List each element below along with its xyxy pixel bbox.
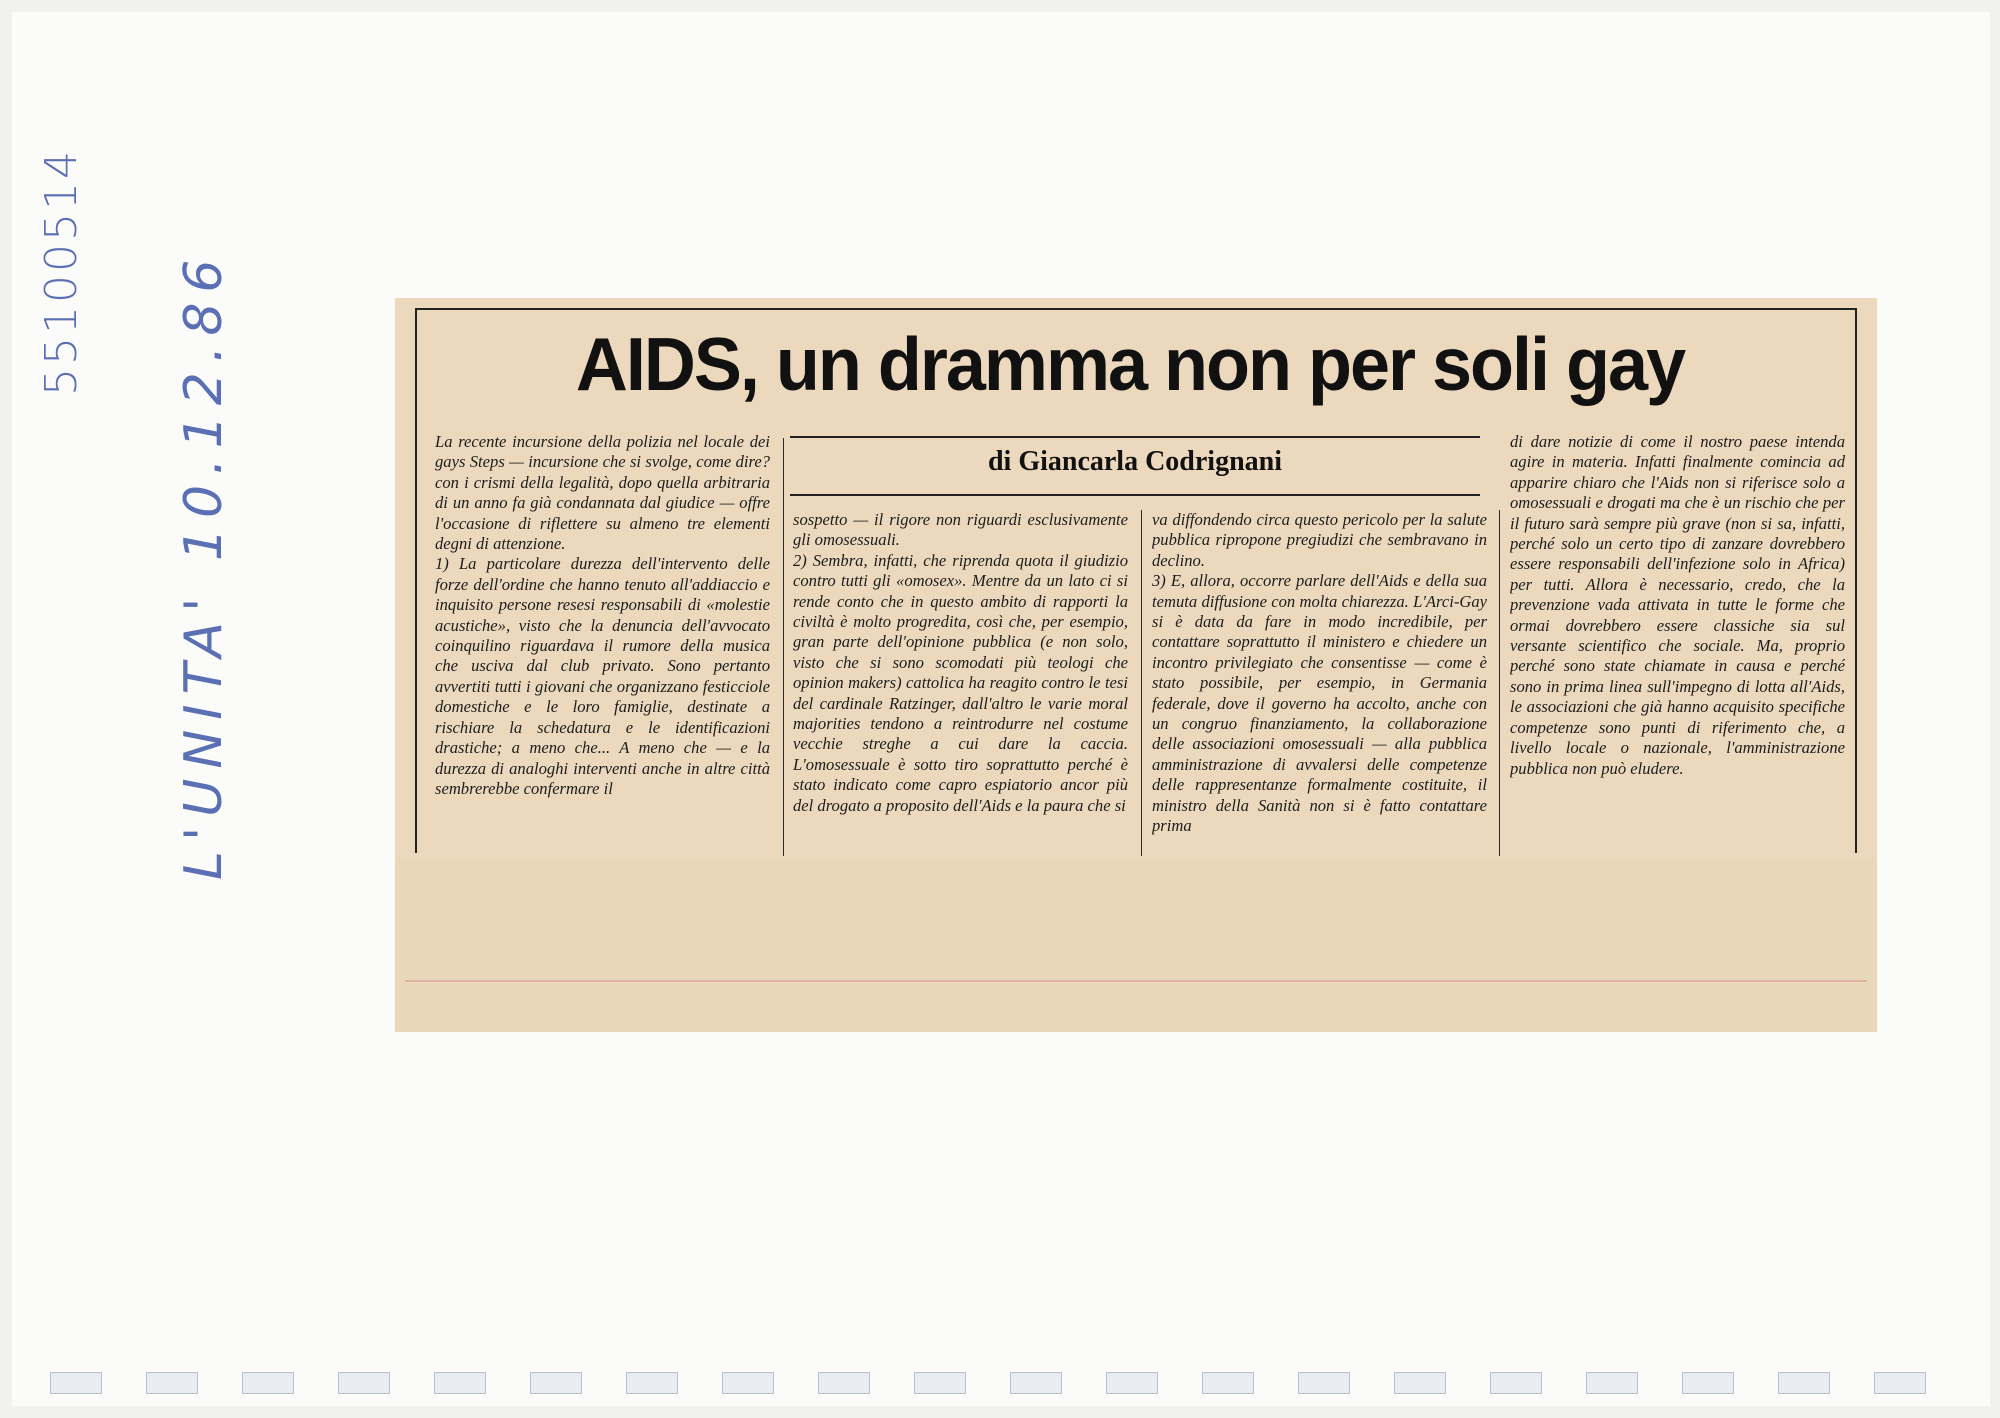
binder-hole [242,1372,294,1394]
binder-hole [530,1372,582,1394]
binder-hole [146,1372,198,1394]
binder-hole [338,1372,390,1394]
frame-top-rule [415,308,1855,310]
binder-hole [1202,1372,1254,1394]
binder-hole [1778,1372,1830,1394]
binder-hole [1106,1372,1158,1394]
byline-box [790,436,1480,496]
binder-hole [722,1372,774,1394]
binder-hole [914,1372,966,1394]
newspaper-clipping [395,298,1877,1032]
article-headline: AIDS, un dramma non per soli gay [575,323,1685,407]
article-column-1: La recente incursione della polizia nel locale dei gays Steps — incursione che si svolge, come dire? con i crismi della legalità, dopo quella arbitraria di un anno fa già condannata dal giudice — offre l'occasione di riflettere su almeno tre elementi degni di attenzione. 1) La particolare durezza dell'intervento delle forze dell'ordine che hanno tenuto all'addiaccio e inquisito persone resesi responsabili di «molestie acustiche», visto che la denuncia dell'avvocato coinquilino riguardava il rumore della musica che usciva dal club privato. Sono pertanto avvertiti tutti i giovani che organizzano festicciole domestiche e le loro famiglie, destinate a rischiare la schedatura e le identificazioni drastiche; a meno che... A meno che — e la durezza di analoghi interventi anche in altre città sembrerebbe confermare il [435,432,770,798]
binder-hole [1298,1372,1350,1394]
column-rule [783,438,784,856]
binder-hole [1586,1372,1638,1394]
binder-hole [434,1372,486,1394]
frame-left-rule [415,308,417,853]
binder-hole [1010,1372,1062,1394]
archive-code-annotation: 55100514 [36,148,87,396]
binder-hole [626,1372,678,1394]
binder-hole [50,1372,102,1394]
article-column-4: di dare notizie di come il nostro paese intenda agire in materia. Infatti finalmente comincia ad apparire chiaro che l'Aids non si riferisce solo a omosessuali e drogati ma che è un rischio che per il futuro sarà sempre più grave (non si sa, infatti, perché solo un certo tipo di zanzare dovrebbero essere responsabili dell'infezione solo in Africa) per tutti. Allora è necessario, credo, che la prevenzione vada attivata in tutte le forme che ormai dovrebbero essere classiche sia sul versante scientifico che sociale. Ma, proprio perché sono state chiamate in causa e perché sono in prima linea sull'impegno di lotta all'Aids, le associazioni che già hanno acquisito specifiche competenze sono punti di riferimento che, a livello locale o nazionale, l'amministrazione pubblica non può eludere. [1510,432,1845,778]
column-rule [1141,510,1142,856]
fold-line [405,980,1867,982]
column-rule [1499,510,1500,856]
binder-hole [1682,1372,1734,1394]
article-byline: di Giancarla Codrignani [987,446,1283,477]
binder-hole [1394,1372,1446,1394]
binder-hole [1490,1372,1542,1394]
source-date-annotation: L'UNITA' 10.12.86 [174,249,234,880]
binder-hole [818,1372,870,1394]
article-column-2: sospetto — il rigore non riguardi esclusivamente gli omosessuali. 2) Sembra, infatti, che riprenda quota il giudizio contro tutti gli «omosex». Mentre da un lato ci si rende conto che in questo ambito di rapporti la civiltà è molto progredita, così che, per esempio, gran parte dell'opinione pubblica (e non solo, visto che si sono scomodati più teologi che opinion makers) cattolica ha reagito contro le tesi del cardinale Ratzinger, dall'altro le varie moral majorities tendono a reintrodurre nel costume vecchie streghe a cui dare la caccia. L'omosessuale è sotto tiro soprattutto perché è stato indicato come capro espiatorio ancor più del drogato a proposito dell'Aids e la paura che si [793,510,1128,815]
binder-hole [1874,1372,1926,1394]
article-column-3: va diffondendo circa questo pericolo per la salute pubblica ripropone pregiudizi che sembravano in declino. 3) E, allora, occorre parlare dell'Aids e della sua temuta diffusione con molta chiarezza. L'Arci-Gay si è data da fare in modo incredibile, per contattare soprattutto il ministero e chiedere un incontro privilegiato che consentisse — come è stato possibile, per esempio, in Germania federale, dove il governo ha accolto, anche con un congruo finanziamento, la collaborazione delle associazioni omosessuali — alla pubblica amministrazione di avvalersi delle competenze delle rappresentanze formalmente costituite, il ministro della Sanità non si è fatto contattare prima [1152,510,1487,836]
frame-right-rule [1855,308,1857,853]
